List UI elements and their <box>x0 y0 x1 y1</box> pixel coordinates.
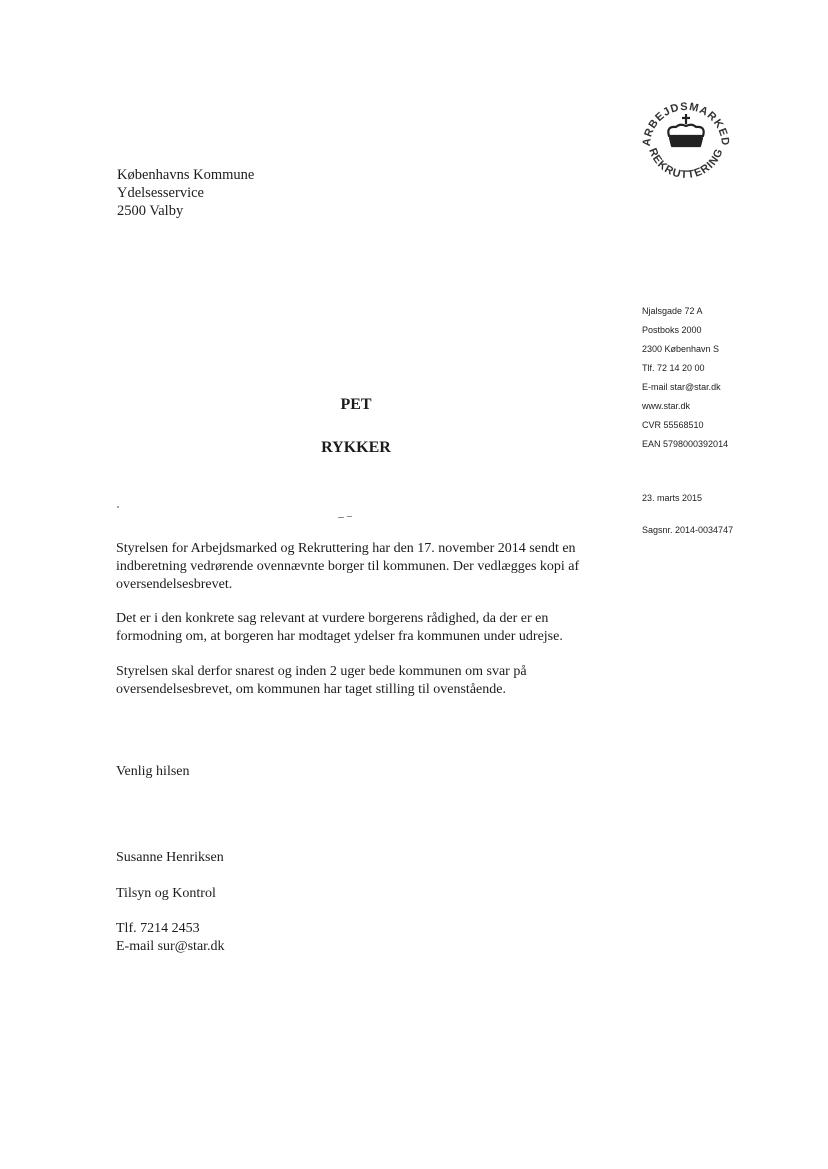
seal-text-bottom: REKRUTTERING <box>646 146 726 182</box>
body-paragraph-2: Det er i den konkrete sag relevant at vurdere borgerens rådighed, da der er en formodning om, at borgeren har modtaget ydelser fra kommunen under udrejse. <box>116 611 563 644</box>
scan-speck <box>338 517 344 518</box>
signature-phone: Tlf. 7214 2453 <box>116 921 200 936</box>
scan-speck <box>347 516 352 517</box>
sender-pobox: Postboks 2000 <box>642 325 702 335</box>
sender-contact-block <box>642 302 728 454</box>
signature-department: Tilsyn og Kontrol <box>116 886 216 901</box>
sender-cvr: CVR 55568510 <box>642 420 704 430</box>
signature-name: Susanne Henriksen <box>116 850 224 865</box>
sender-ean: EAN 5798000392014 <box>642 439 729 449</box>
sender-web: www.star.dk <box>642 401 691 411</box>
scan-speck <box>117 506 119 508</box>
sender-street: Njalsgade 72 A <box>642 306 703 316</box>
sender-city: 2300 København S <box>642 344 720 354</box>
body-paragraph-3: Styrelsen skal derfor snarest og inden 2 uger bede kommunen om svar på oversendelsesbrevet, om kommunen har taget stilling til ovenstående. <box>116 664 527 697</box>
recipient-line-2: Ydelsesservice <box>117 185 204 201</box>
recipient-address <box>117 166 254 220</box>
signature-email: E-mail sur@star.dk <box>116 939 225 954</box>
sender-phone: Tlf. 72 14 20 00 <box>642 363 705 373</box>
case-number: Sagsnr. 2014-0034747 <box>642 525 734 535</box>
sender-email: E-mail star@star.dk <box>642 382 721 392</box>
recipient-line-3: 2500 Valby <box>117 203 184 219</box>
recipient-line-1: Københavns Kommune <box>117 167 255 183</box>
body-paragraph-1: Styrelsen for Arbejdsmarked og Rekruttering har den 17. november 2014 sendt en indberetning vedrørende ovennævnte borger til kommunen. Der vedlægges kopi af oversendelsesbrevet. <box>116 541 580 592</box>
agency-seal-logo <box>636 88 736 188</box>
crown-icon <box>668 114 703 146</box>
closing-greeting: Venlig hilsen <box>116 764 190 779</box>
heading-rykker: RYKKER <box>321 439 391 456</box>
letter-date: 23. marts 2015 <box>642 493 703 503</box>
seal-text-top: ARBEJDSMARKED <box>640 100 732 147</box>
heading-pet: PET <box>340 396 372 413</box>
